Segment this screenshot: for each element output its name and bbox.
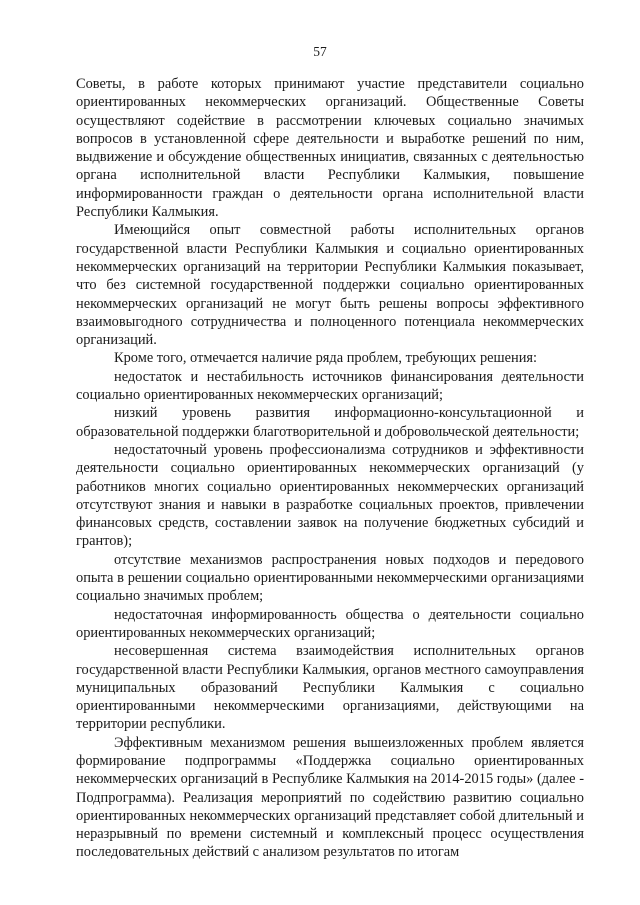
paragraph: Эффективным механизмом решения вышеизложенных проблем является формирование подпрограммы «Поддержка социально ориентированных некоммерческих организаций в Республике Калмыкия на 2014-2015 годы» (далее - Подпрограмма). Реализация мероприятий по содействию развитию социально ориентированных некоммерческих организаций представляет собой длительный и неразрывный по времени системный и комплексный процесс осуществления последовательных действий с анализом результатов по итогам: [76, 734, 584, 861]
list-item: недостаточный уровень профессионализма сотрудников и эффективности деятельности социально ориентированных некоммерческих организаций (у работников многих социально ориентированных некоммерческих организаций отсутствуют знания и навыки в разработке социальных проектов, привлечении финансовых средств, составлении заявок на получение бюджетных субсидий и грантов);: [76, 441, 584, 550]
list-item: несовершенная система взаимодействия исполнительных органов государственной власти Республики Калмыкия, органов местного самоуправления муниципальных образований Республики Калмыкия с социально ориентированными некоммерческими организациями, действующими на территории республики.: [76, 643, 584, 733]
list-item: низкий уровень развития информационно-консультационной и образовательной поддержки благотворительной и добровольческой деятельности;: [76, 405, 584, 440]
page-number: 57: [313, 44, 327, 59]
body-text: [76, 75, 584, 862]
paragraph: Кроме того, отмечается наличие ряда проблем, требующих решения:: [114, 350, 538, 367]
paragraph: Советы, в работе которых принимают участие представители социально ориентированных некоммерческих организаций. Общественные Советы осуществляют содействие в рассмотрении ключевых социально значимых вопросов в установленной сфере деятельности и выработке решений по ним, выдвижение и обсуждение общественных инициатив, связанных с деятельностью органа исполнительной власти Республики Калмыкия, повышение информированности граждан о деятельности органа исполнительной власти Республики Калмыкия.: [76, 76, 584, 221]
list-item: отсутствие механизмов распространения новых подходов и передового опыта в решении социально ориентированными некоммерческими организациями социально значимых проблем;: [76, 551, 584, 605]
list-item: недостаточная информированность общества о деятельности социально ориентированных некоммерческих организаций;: [76, 606, 584, 641]
list-item: недостаток и нестабильность источников финансирования деятельности социально ориентированных некоммерческих организаций;: [76, 368, 584, 404]
paragraph: Имеющийся опыт совместной работы исполнительных органов государственной власти Республики Калмыкия и социально ориентированных некоммерческих организаций на территории Республики Калмыкия показывает, что без системной государственной поддержки социально ориентированных некоммерческих организаций не могут быть решены вопросы эффективного взаимовыгодного сотрудничества и полноценного потенциала некоммерческих организаций.: [76, 222, 584, 349]
